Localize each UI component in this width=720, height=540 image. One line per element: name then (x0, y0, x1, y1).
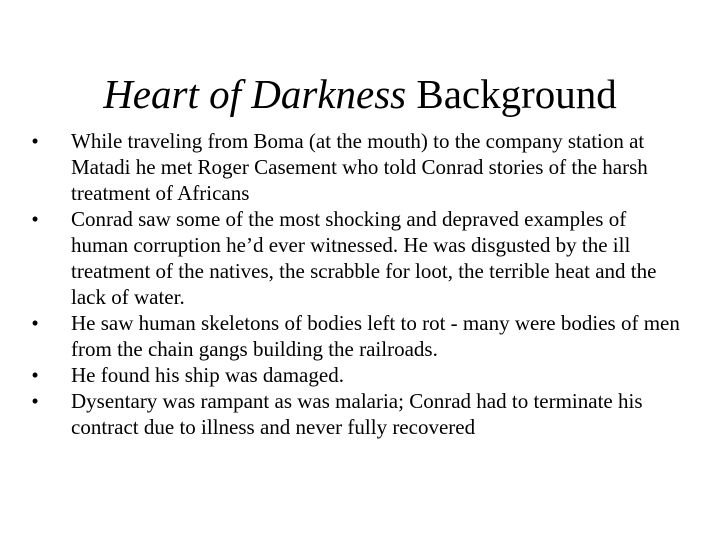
bullet-item-1 (28, 128, 688, 206)
title-rest-part: Background (406, 71, 617, 117)
bullet-text: He saw human skeletons of bodies left to rot - many were bodies of men from the chain gangs building the railroads. (71, 311, 680, 361)
bullet-text: He found his ship was damaged. (71, 363, 344, 387)
bullet-item-4 (28, 362, 688, 388)
bullet-icon: • (31, 207, 39, 231)
bullet-item-5 (28, 388, 688, 440)
bullet-text: Dysentary was rampant as was malaria; Conrad had to terminate his contract due to illness and never fully recovered (71, 389, 643, 439)
slide-title (0, 70, 720, 118)
bullet-icon: • (31, 389, 39, 413)
bullet-text: Conrad saw some of the most shocking and depraved examples of human corruption he’d ever witnessed. He was disgusted by the ill treatment of the natives, the scrabble for loot, the terrible heat and the lack of water. (71, 207, 657, 309)
bullet-list (28, 128, 688, 440)
bullet-item-2 (28, 206, 688, 310)
bullet-item-3 (28, 310, 688, 362)
bullet-text: While traveling from Boma (at the mouth) to the company station at Matadi he met Roger Casement who told Conrad stories of the harsh treatment of Africans (71, 129, 648, 205)
bullet-icon: • (31, 129, 39, 153)
bullet-icon: • (31, 363, 39, 387)
title-italic-part: Heart of Darkness (103, 71, 407, 117)
bullet-icon: • (31, 311, 39, 335)
